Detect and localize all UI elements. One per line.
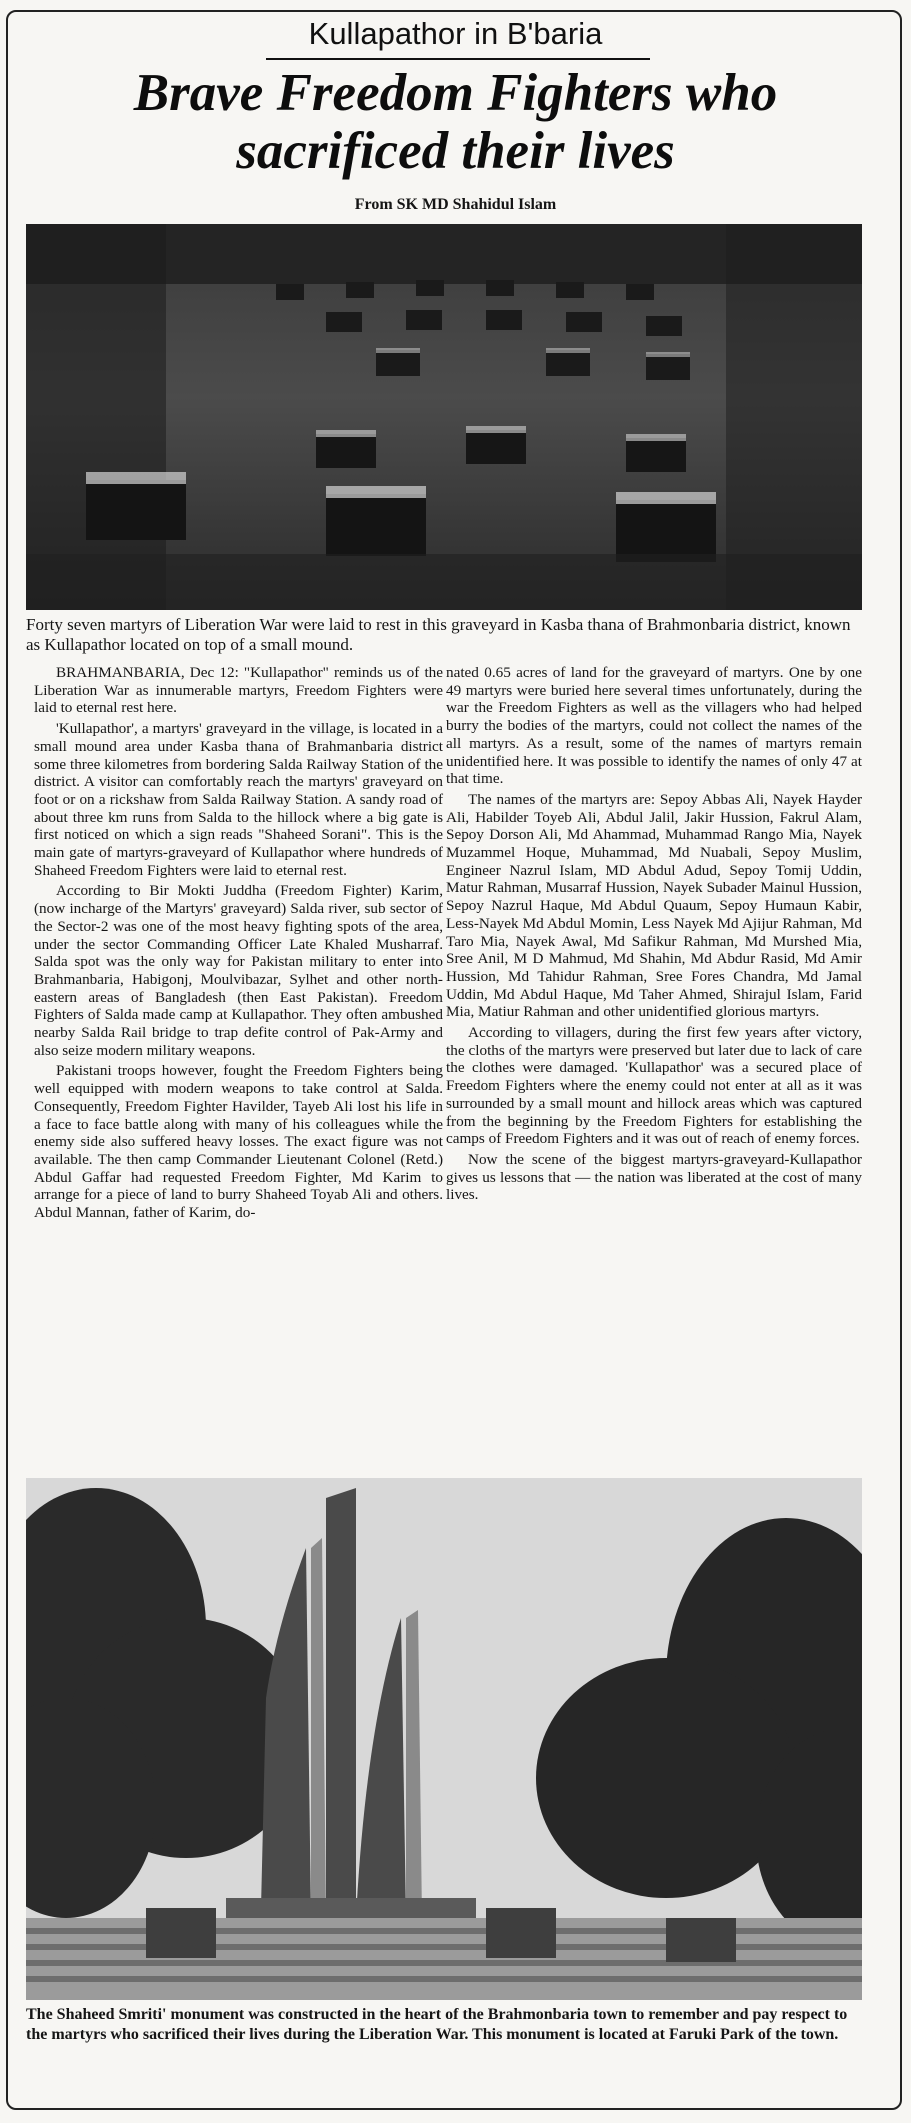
- kicker: Kullapathor in B'baria: [308, 16, 603, 51]
- paragraph: The names of the martyrs are: Sepoy Abbas Ali, Nayek Hayder Ali, Habilder Toyeb Ali, Abdul Jalil, Jakir Hussion, Fakrul Alam, Sepoy Dorson Ali, Md Ahammad, Muhammad Rango Mia, Nayek Muzammel Hoque, Muhammad, Md Nuabali, Sepoy Muslim, Engineer Nazrul Islam, MD Abdul Adud, Sepoy Tomij Uddin, Matur Rahman, Musarraf Hussion, Nayek Subader Mainul Hussion, Sepoy Nazrul Haque, Md Abdul Quaum, Sepoy Humaun Kabir, Less-Nayek Md Abdul Momin, Less Nayek Md Ajijur Rahman, Md Taro Mia, Nayek Awal, Md Safikur Rahman, Md Murshed Mia, Sree Anil, M D Mahmud, Md Shahin, Md Abdur Rasid, Md Amir Hussion, Md Tahidur Rahman, Sree Fores Chandra, Md Jamal Uddin, Md Abdul Haque, Md Taher Ahmed, Shirajul Islam, Farid Mia, Matiur Rahman and other unidentified glorious martyrs.: [446, 790, 862, 1021]
- headline: [0, 64, 911, 180]
- monument-photo: [26, 1478, 862, 2000]
- headline-line-1: Brave Freedom Fighters who: [133, 64, 778, 122]
- paragraph: Pakistani troops however, fought the Freedom Fighters being well equipped with modern weapons to take control at Salda. Consequently, Freedom Fighter Havilder, Tayeb Ali lost his life in a face to face battle along with many of his colleagues while the enemy side also suffered heavy losses. The exact figure was not available. The then camp Commander Lieutenant Colonel (Retd.) Abdul Gaffar had requested Freedom Fighter, Md Karim to arrange for a piece of land to burry Shaheed Toyab Ali and others. Abdul Mannan, father of Karim, do-: [34, 1062, 443, 1222]
- kicker-underline: [266, 58, 650, 60]
- monument-photo-drawing: [26, 1478, 862, 2000]
- paragraph: 'Kullapathor', a martyrs' graveyard in the village, is located in a small mound area under Kasba thana of Brahmanbaria district some three kilometres from bordering Salda Railway Station of the district. A visitor can comfortably reach the martyrs' graveyard on foot or on a rickshaw from Salda Railway Station. A sandy road of about three km runs from Salda to the hillock where a big gate is first noticed on which a sign reads "Shaheed Sorani". This is the main gate of martyrs-graveyard of Kullapathor where hundreds of Shaheed Freedom Fighters were laid to eternal rest.: [34, 720, 443, 879]
- paragraph: According to Bir Mokti Juddha (Freedom Fighter) Karim, (now incharge of the Martyrs' graveyard) Salda river, sub sector of the Sector-2 was one of the most heavy fighting spots of the area, under the sector Commanding Officer Late Khaled Musharraf. Salda spot was the only way for Pakistan military to enter into Brahmanbaria, Habigonj, Moulvibazar, Sylhet and other north-eastern areas of Bangladesh (then East Pakistan). Freedom Fighters of Salda made camp at Kullapathor. They often ambushed nearby Salda Rail bridge to trap defite control of Pak-Army and also seize modern military weapons.: [34, 882, 443, 1059]
- headline-line-2: sacrificed their lives: [236, 122, 675, 180]
- paragraph: Now the scene of the biggest martyrs-graveyard-Kullapathor gives us lessons that — the nation was liberated at the cost of many lives.: [446, 1150, 862, 1204]
- paragraph: According to villagers, during the first few years after victory, the cloths of the martyrs were preserved but later due to lack of care the clothes were damaged. 'Kullapathor' was a secured place of Freedom Fighters where the enemy could not enter at all as it was surrounded by a small mount and hillock areas which was captured from the beginning by the Freedom Fighters for establishing the camps of Freedom Fighters and it was out of reach of enemy forces.: [446, 1024, 862, 1148]
- paragraph: BRAHMANBARIA, Dec 12: "Kullapathor" reminds us of the Liberation War as innumerable martyrs, Freedom Fighters were laid to eternal rest here.: [34, 664, 443, 717]
- graveyard-photo: [26, 224, 862, 610]
- graveyard-caption: Forty seven martyrs of Liberation War were laid to rest in this graveyard in Kasba thana of Brahmonbaria district, known as Kullapathor located on top of a small mound.: [26, 615, 851, 654]
- article-column-left: [34, 664, 443, 1225]
- monument-caption: The Shaheed Smriti' monument was constructed in the heart of the Brahmonbaria town to remember and pay respect to the martyrs who sacrificed their lives during the Liberation War. This monument is located at Faruki Park of the town.: [26, 2006, 848, 2043]
- graveyard-photo-drawing: [26, 224, 862, 610]
- paragraph: nated 0.65 acres of land for the graveyard of martyrs. One by one 49 martyrs were buried here several times unfortunately, during the war the Freedom Fighters as well as the villagers who had helped burry the bodies of the martyrs, could not collect the names of the all martyrs. As a result, some of the names of martyrs remain unidentified here. It was possible to identify the names of only 47 at that time.: [446, 664, 862, 788]
- byline: From SK MD Shahidul Islam: [354, 196, 557, 213]
- article-column-right: [446, 664, 862, 1207]
